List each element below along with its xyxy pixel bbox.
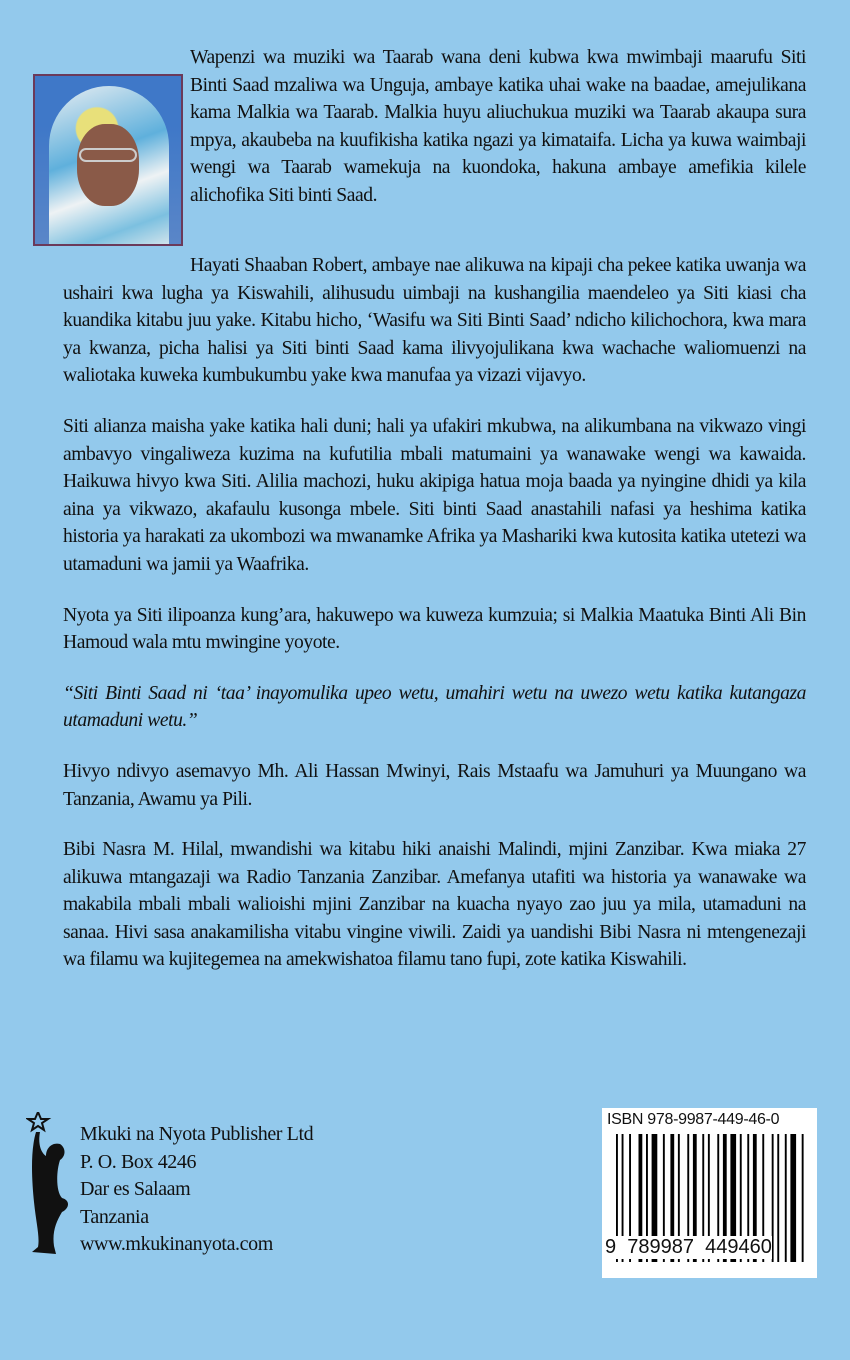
paragraph-1: Wapenzi wa muziki wa Taarab wana deni kubwa kwa mwimbaji maarufu Siti Binti Saad mzaliwa wa Unguja, ambaye katika uhai wake na baadae, amejulikana kama Malkia wa Taarab. Malkia huyu aliuchukua muziki wa Taarab akaupa sura mpya, akaubeba na kuufikisha katika ngazi ya kimataifa. Licha ya kuwa waimbaji wengi wa Taarab wamekuja na kuondoka, hakuna ambaye amefikia kilele alichofika Siti binti Saad.: [190, 47, 806, 206]
barcode-bar: [785, 1134, 787, 1262]
paragraph-6: Hivyo ndivyo asemavyo Mh. Ali Hassan Mwinyi, Rais Mstaafu wa Jamuhuri ya Muungano wa Tanzania, Awamu ya Pili.: [63, 760, 806, 810]
quote: “Siti Binti Saad ni ‘taa’ inayomulika upeo wetu, umahiri wetu na uwezo wetu katika kutangaza utamaduni wetu.”: [63, 682, 806, 732]
paragraph-2: Hayati Shaaban Robert, ambaye nae alikuwa na kipaji cha pekee katika uwanja wa ushairi kwa lugha ya Kiswahili, alihusudu uimbaji na kushangilia maendeleo ya Siti kiasi cha kuandika kitabu juu yake. Kitabu hicho, ‘Wasifu wa Siti Binti Saad’ ndicho kilichochora, kwa mara ya kwanza, picha halisi ya Siti binti Saad kama ilivyojulikana kwa wachache waliomuenzi na waliotaka kuweka kumbukumbu yake kwa manufaa ya vizazi vijavyo.: [63, 255, 806, 387]
publisher-city: Dar es Salaam: [80, 1178, 191, 1200]
barcode-bar: [790, 1134, 796, 1262]
publisher-box: P. O. Box 4246: [80, 1150, 197, 1173]
publisher-country: Tanzania: [80, 1205, 149, 1228]
intro-paragraph: [190, 44, 806, 233]
author-bio: Bibi Nasra M. Hilal, mwandishi wa kitabu hiki anaishi Malindi, mjini Zanzibar. Kwa miaka 27 alikuwa mtangazaji wa Radio Tanzania Zanzibar. Amefanya utafiti wa historia ya wanawake wa makabila mbali mbali walioishi mjini Zanzibar na kuacha nyayo zao juu ya mila, utamaduni na sanaa. Hivi sasa anakamilisha vitabu vingine viwili. Zaidi ya uandishi Bibi Nasra ni mtengenezaji wa filamu wa kujitegemea na amekwishatoa filamu tano fupi, zote katika Kiswahili.: [63, 839, 806, 971]
paragraph-4: Nyota ya Siti ilipoanza kung’ara, hakuwepo wa kuweza kumzuia; si Malkia Maatuka Binti Ali Bin Hamoud wala mtu mwingine yoyote.: [63, 604, 806, 654]
barcode-digits: 9 789987 449460: [605, 1236, 772, 1258]
isbn-label: ISBN 978-9987-449-46-0: [607, 1111, 780, 1128]
glasses: [79, 148, 137, 162]
author-photo: [33, 74, 183, 246]
paragraph-3: Siti alianza maisha yake katika hali duni; hali ya ufakiri mkubwa, na alikumbana na vikwazo vingi ambavyo vingaliweza kuzima na kufutilia mbali matumaini ya wanawake wengi wa kawaida. Haikuwa hivyo kwa Siti. Alilia machozi, huku akipiga hatua moja baada ya nyingine dhidi ya kila aina ya vikwazo, akafaulu kusonga mbele. Siti binti Saad anastahili nafasi ya heshima katika historia ya harakati za ukombozi wa mwanamke Afrika ya Mashariki kwa kutosita katika utetezi wa utamaduni wa jamii ya Waafrika.: [63, 415, 806, 575]
isbn-barcode: [602, 1108, 817, 1278]
publisher-name: Mkuki na Nyota Publisher Ltd: [80, 1123, 314, 1145]
barcode-bar: [802, 1134, 804, 1262]
barcode-bar: [772, 1134, 774, 1262]
barcode-bar: [777, 1134, 779, 1262]
blurb-body: [63, 252, 806, 997]
publisher-info: [80, 1121, 313, 1259]
publisher-website: www.mkukinanyota.com: [80, 1233, 273, 1255]
publisher-logo-icon: [26, 1112, 82, 1258]
face: [77, 124, 139, 206]
